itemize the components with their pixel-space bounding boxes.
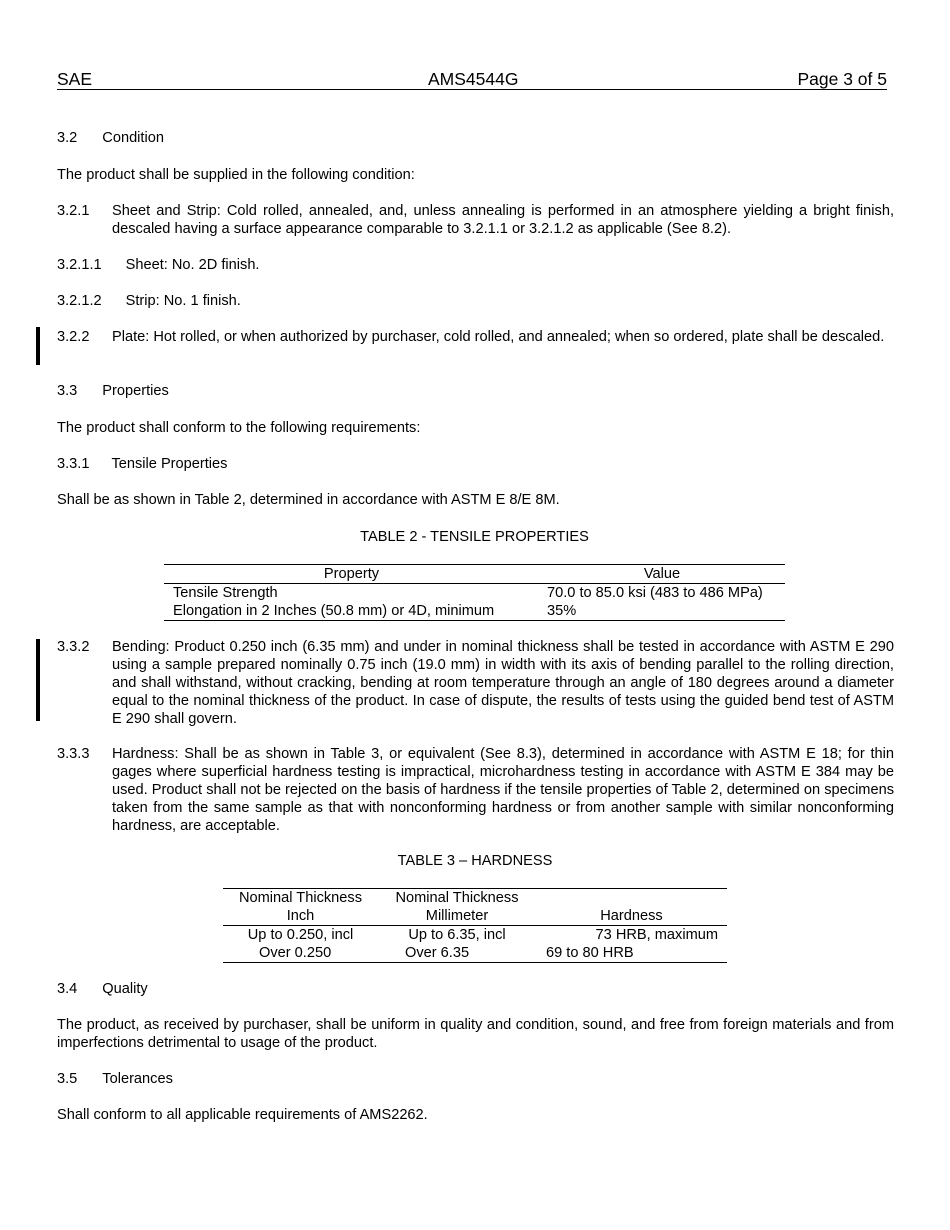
paragraph-number: 3.2.2: [57, 329, 90, 345]
table-cell: Tensile Strength: [173, 585, 278, 601]
section-title: Properties: [102, 383, 169, 399]
paragraph-3-3-intro: The product shall conform to the following requirements:: [57, 420, 421, 436]
table-2-tensile-properties: [164, 564, 785, 621]
table-cell: Over 0.250: [259, 945, 332, 961]
table-3-title: TABLE 3 – HARDNESS: [397, 853, 553, 869]
paragraph-text: Strip: No. 1 finish.: [125, 293, 241, 309]
table-cell: 69 to 80 HRB: [546, 945, 634, 961]
paragraph-number: 3.2.1.1: [57, 257, 102, 273]
section-3-5-heading: [57, 1070, 173, 1088]
table-cell: 70.0 to 85.0 ksi (483 to 486 MPa): [547, 585, 763, 601]
paragraph-text: Plate: Hot rolled, or when authorized by purchaser, cold rolled, and annealed; when so ordered, plate shall be descaled.: [112, 329, 885, 345]
paragraph-text: Hardness: Shall be as shown in Table 3, or equivalent (See 8.3), determined in accordance with ASTM E 18; for thin gages where superficial hardness testing is impractical, microhardness testing in accordance with ASTM E 384 may be used. Product shall not be rejected on the basis of hardness if the tensile properties of Table 2, determined on specimens taken from the same sample as that with nonconforming hardness or from another sample with similar nonconforming hardness, are acceptable.: [112, 746, 894, 834]
table-row: [164, 602, 785, 621]
paragraph-3-2-1-1: [57, 256, 260, 274]
table-cell: Up to 6.35, incl: [408, 927, 506, 943]
paragraph-number: 3.3.3: [57, 746, 90, 762]
paragraph-number: 3.2.1.2: [57, 293, 102, 309]
table-row: [223, 944, 727, 963]
table-header-thickness-mm-line2: Millimeter: [425, 908, 489, 924]
section-3-3-heading: [57, 382, 169, 400]
table-3-hardness: [223, 888, 727, 963]
revision-change-bar: [36, 639, 40, 721]
table-header-thickness-inch-line1: Nominal Thickness: [238, 890, 362, 906]
table-cell: 73 HRB, maximum: [595, 927, 718, 943]
revision-change-bar: [36, 327, 40, 365]
header-org: SAE: [57, 69, 93, 89]
section-title: Condition: [102, 130, 164, 146]
table-2-title: TABLE 2 - TENSILE PROPERTIES: [360, 529, 589, 545]
paragraph-3-2-2: [57, 328, 894, 346]
table-cell: 35%: [547, 603, 577, 619]
table-cell: Up to 0.250, incl: [247, 927, 354, 943]
section-title: Quality: [102, 981, 148, 997]
paragraph-3-2-1-2: [57, 292, 241, 310]
paragraph-3-2-1: [57, 202, 894, 238]
section-number: 3.4: [57, 981, 78, 997]
table-header-spacer: [536, 889, 727, 908]
paragraph-3-3-3: [57, 745, 894, 835]
table-header-thickness-mm-line1: Nominal Thickness: [395, 890, 519, 906]
paragraph-text: Sheet and Strip: Cold rolled, annealed, and, unless annealing is performed in an atmosphere yielding a bright finish, descaled having a surface appearance comparable to 3.2.1.1 or 3.2.1.2 as applicable (See 8.2).: [112, 203, 894, 237]
paragraph-3-3-2: [57, 638, 894, 728]
table-header-row: [164, 565, 785, 584]
section-title: Tolerances: [102, 1071, 173, 1087]
section-number: 3.5: [57, 1071, 78, 1087]
section-3-3-1-heading: [57, 455, 227, 473]
page-header: [57, 69, 887, 90]
table-header-value: Value: [643, 566, 681, 582]
section-number: 3.2: [57, 130, 78, 146]
table-header-hardness: Hardness: [600, 908, 663, 924]
paragraph-text: Sheet: No. 2D finish.: [125, 257, 260, 273]
paragraph-3-4-text: The product, as received by purchaser, shall be uniform in quality and condition, sound, and free from foreign materials and from imperfections detrimental to usage of the product.: [57, 1017, 894, 1051]
table-header-thickness-inch-line2: Inch: [286, 908, 315, 924]
section-3-4-heading: [57, 980, 148, 998]
section-title: Tensile Properties: [111, 456, 228, 472]
section-number: 3.3.1: [57, 456, 90, 472]
section-3-2-heading: [57, 129, 164, 147]
paragraph-3-2-intro: The product shall be supplied in the following condition:: [57, 167, 415, 183]
paragraph-3-5-text: Shall conform to all applicable requirements of AMS2262.: [57, 1107, 428, 1123]
section-number: 3.3: [57, 383, 78, 399]
paragraph-text: Bending: Product 0.250 inch (6.35 mm) and under in nominal thickness shall be tested in accordance with ASTM E 290 using a sample prepared nominally 0.75 inch (19.0 mm) in width with its axis of bending parallel to the rolling direction, and shall withstand, without cracking, bending at room temperature through an angle of 180 degrees around a diameter equal to the nominal thickness of the product. In case of dispute, the results of tests using the guided bend test of ASTM E 290 shall govern.: [112, 639, 894, 727]
paragraph-number: 3.3.2: [57, 639, 90, 655]
table-row: [223, 926, 727, 945]
table-row: [164, 584, 785, 603]
table-cell: Elongation in 2 Inches (50.8 mm) or 4D, minimum: [173, 603, 495, 619]
table-header-row: [223, 907, 727, 926]
paragraph-3-3-1-text: Shall be as shown in Table 2, determined in accordance with ASTM E 8/E 8M.: [57, 492, 560, 508]
paragraph-number: 3.2.1: [57, 203, 90, 219]
table-header-row: [223, 889, 727, 908]
header-doc-number: AMS4544G: [428, 69, 519, 89]
header-page-number: Page 3 of 5: [797, 69, 887, 89]
table-cell: Over 6.35: [405, 945, 470, 961]
table-header-property: Property: [323, 566, 380, 582]
